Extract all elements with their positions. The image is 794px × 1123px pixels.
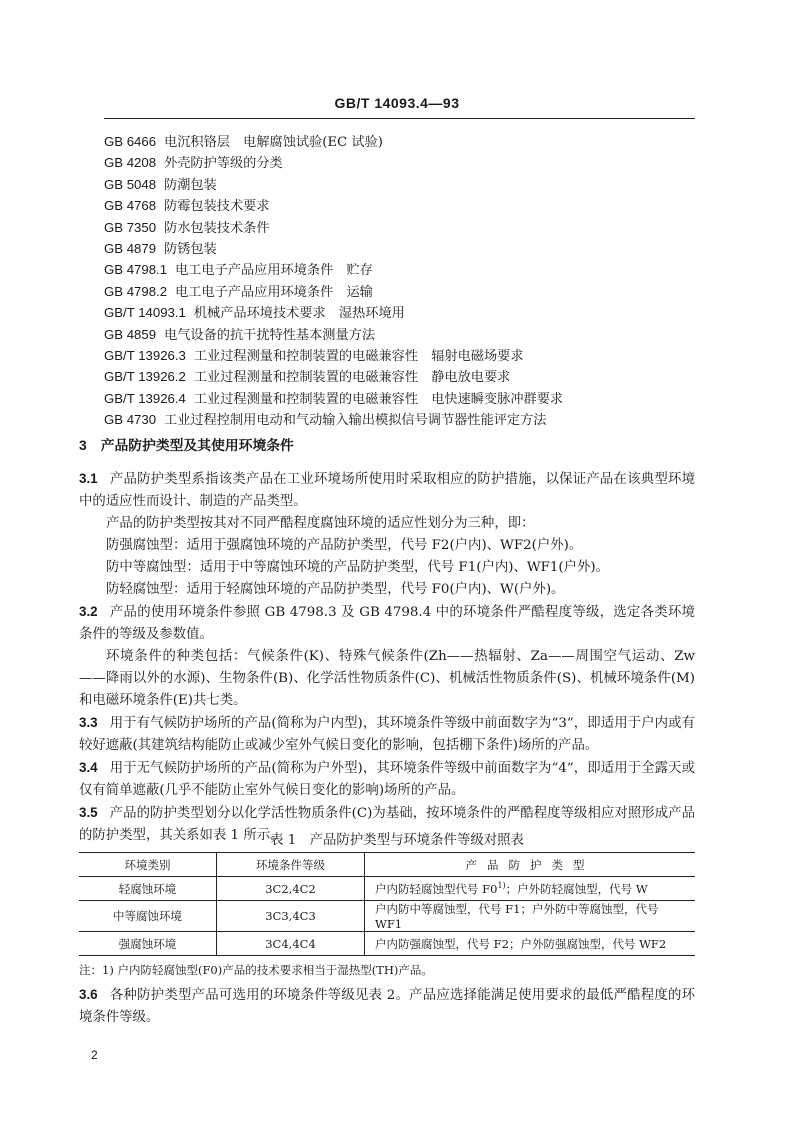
paragraph: 产品的防护类型按其对不同严酷程度腐蚀环境的适应性划分为三种，即：	[106, 516, 535, 531]
table-cell: 强腐蚀环境	[79, 932, 217, 956]
reference-item	[104, 281, 704, 302]
ref-title: 防潮包装	[164, 177, 217, 193]
table-header-row	[79, 853, 695, 877]
footnote-ref: 1)	[497, 880, 506, 890]
section-title: 产品防护类型及其使用环境条件	[100, 438, 294, 453]
ref-code: GB 4859	[104, 326, 157, 342]
reference-item	[104, 324, 704, 345]
table-cell: 3C3,4C3	[217, 901, 365, 932]
table-cell: 户内防中等腐蚀型，代号 F1；户外防中等腐蚀型，代号 WF1	[365, 901, 696, 932]
clause-3-1	[79, 468, 695, 513]
table-row	[79, 901, 695, 932]
reference-item	[104, 131, 704, 152]
ref-code: GB/T 14093.1	[104, 305, 186, 321]
paragraph: 防中等腐蚀型：适用于中等腐蚀环境的产品防护类型，代号 F1(户内)、WF1(户外)。	[106, 560, 610, 575]
clause-text: 产品的防护类型划分以化学活性物质条件(C)为基础，按环境条件的严酷程度等级相应对照形成产品的防护类型，其关系如表 1 所示。	[79, 806, 695, 843]
reference-item	[104, 174, 704, 195]
reference-item	[104, 217, 704, 238]
ref-code: GB 4879	[104, 240, 157, 256]
header-cell: 环境条件等级	[217, 853, 365, 877]
clause-text: 产品防护类型系指该类产品在工业环境场所使用时采取相应的防护措施，以保证产品在该典型环境中的适应性而设计、制造的产品类型。	[79, 472, 695, 509]
ref-title: 外壳防护等级的分类	[164, 156, 283, 172]
table-cell: 户内防强腐蚀型，代号 F2；户外防强腐蚀型，代号 WF2	[365, 932, 696, 956]
ref-code: GB 4730	[104, 412, 157, 428]
ref-code: GB/T 13926.2	[104, 369, 186, 385]
ref-code: GB/T 13926.3	[104, 347, 186, 363]
ref-title: 电沉积铬层 电解腐蚀试验(EC 试验)	[164, 135, 383, 150]
header-rule	[104, 118, 695, 119]
ref-title: 电工电子产品应用环境条件 运输	[175, 284, 373, 300]
reference-item	[104, 345, 704, 366]
reference-list	[104, 131, 704, 430]
ref-code: GB 4768	[104, 198, 157, 214]
ref-code: GB 4798.2	[104, 283, 168, 299]
clause-number: 3.4	[79, 760, 98, 775]
body-block-1	[79, 468, 695, 847]
clause-3-2	[79, 601, 695, 646]
reference-item	[104, 302, 704, 323]
clause-number: 3.3	[79, 715, 98, 730]
ref-title: 工业过程测量和控制装置的电磁兼容性 静电放电要求	[193, 370, 511, 386]
reference-item	[104, 259, 704, 280]
page-header: GB/T 14093.4—93	[334, 95, 460, 111]
reference-item	[104, 366, 704, 387]
table-cell	[365, 877, 696, 901]
reference-item	[104, 152, 704, 173]
ref-title: 机械产品环境技术要求 湿热环境用	[193, 306, 405, 322]
table-note: 注：1) 户内防轻腐蚀型(F0)产品的技术要求相当于湿热型(TH)产品。	[79, 963, 433, 977]
clause-text: 用于有气候防护场所的产品(简称为户内型)，其环境条件等级中前面数字为“3”，即适用于户内或有较好遮蔽(其建筑结构能防止或减少室外气候日变化的影响，包括棚下条件)场所的产品。	[79, 716, 695, 753]
body-block-2	[79, 984, 695, 1029]
ref-code: GB 4208	[104, 155, 157, 171]
reference-item	[104, 388, 704, 409]
ref-title: 防霉包装技术要求	[164, 199, 270, 215]
clause-text: 各种防护类型产品可选用的环境条件等级见表 2。产品应选择能满足使用要求的最低严酷程度的环境条件等级。	[79, 988, 695, 1025]
table-cell: 轻腐蚀环境	[79, 877, 217, 901]
table-cell: 中等腐蚀环境	[79, 901, 217, 932]
clause-text: 用于无气候防护场所的产品(简称为户外型)，其环境条件等级中前面数字为“4”，即适用于全露天或仅有简单遮蔽(几乎不能防止室外气候日变化的影响)场所的产品。	[79, 761, 695, 798]
reference-item	[104, 238, 704, 259]
table-row	[79, 932, 695, 956]
section-number: 3	[79, 438, 87, 453]
clause-number: 3.1	[79, 471, 98, 486]
clause-3-6	[79, 984, 695, 1029]
table-row	[79, 877, 695, 901]
clause-3-4	[79, 757, 695, 802]
ref-title: 工业过程测量和控制装置的电磁兼容性 电快速瞬变脉冲群要求	[193, 391, 564, 407]
ref-title: 工业过程测量和控制装置的电磁兼容性 辐射电磁场要求	[193, 348, 524, 364]
table-caption: 表 1 产品防护类型与环境条件等级对照表	[270, 833, 524, 848]
clause-number: 3.5	[79, 805, 98, 820]
ref-code: GB/T 13926.4	[104, 390, 186, 406]
clause-number: 3.6	[79, 987, 98, 1002]
table-1	[79, 852, 695, 956]
ref-title: 电气设备的抗干扰特性基本测量方法	[164, 327, 376, 343]
reference-item	[104, 409, 704, 430]
header-cell: 环境类别	[79, 853, 217, 877]
table-cell: 3C4,4C4	[217, 932, 365, 956]
header-cell: 产品防护类型	[365, 853, 696, 877]
ref-code: GB 5048	[104, 176, 157, 192]
cell-text: 户内防轻腐蚀型代号 F0	[375, 881, 498, 896]
paragraph: 防强腐蚀型：适用于强腐蚀环境的产品防护类型，代号 F2(户内)、WF2(户外)。	[106, 538, 583, 553]
reference-item	[104, 195, 704, 216]
clause-number: 3.2	[79, 604, 98, 619]
cell-text: ；户外防轻腐蚀型，代号 W	[505, 881, 648, 896]
ref-title: 防水包装技术条件	[164, 220, 270, 236]
paragraph: 防轻腐蚀型：适用于轻腐蚀环境的产品防护类型，代号 F0(户内)、W(户外)。	[106, 582, 565, 597]
ref-title: 电工电子产品应用环境条件 贮存	[175, 263, 373, 279]
ref-title: 防锈包装	[164, 241, 217, 257]
table-cell: 3C2,4C2	[217, 877, 365, 901]
ref-code: GB 4798.1	[104, 262, 168, 278]
section-heading	[79, 434, 294, 454]
page-number: 2	[91, 1048, 98, 1062]
ref-code: GB 6466	[104, 134, 157, 149]
clause-text: 产品的使用环境条件参照 GB 4798.3 及 GB 4798.4 中的环境条件严酷程度等级，选定各类环境条件的等级及参数值。	[79, 605, 695, 642]
ref-code: GB 7350	[104, 219, 157, 235]
ref-title: 工业过程控制用电动和气动输入输出模拟信号调节器性能评定方法	[164, 413, 547, 429]
clause-3-3	[79, 712, 695, 757]
paragraph: 环境条件的种类包括：气候条件(K)、特殊气候条件(Zh——热辐射、Za——周围空气运动、Zw——降雨以外的水源)、生物条件(B)、化学活性物质条件(C)、机械活性物质条件(S)、机械环境条件(M)和电磁环境条件(E)共七类。	[79, 649, 695, 708]
